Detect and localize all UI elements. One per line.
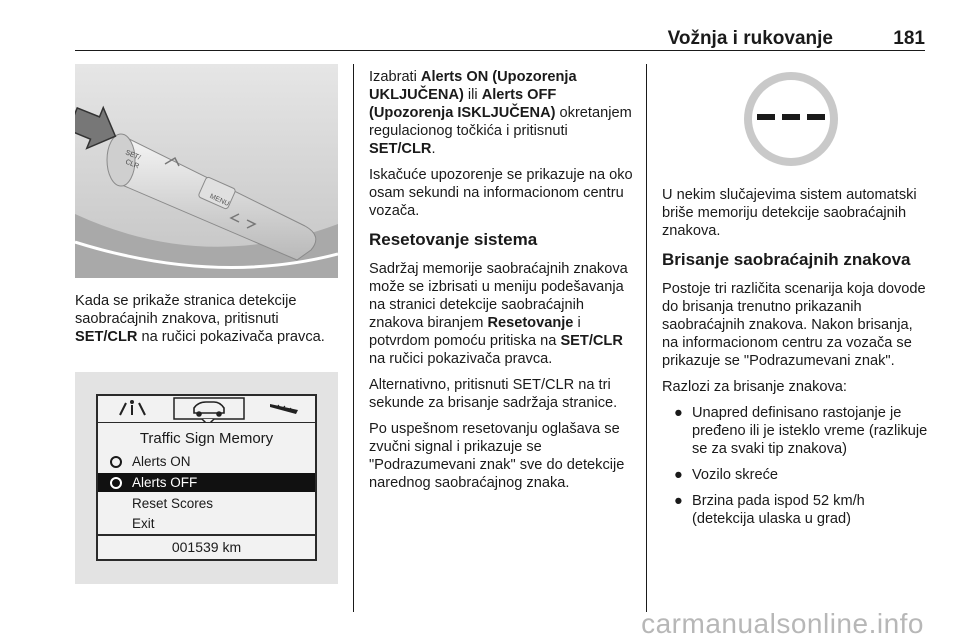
middle-paragraph-3: Sadržaj memorije saobraćajnih znakova može se izbrisati u meniju podešavanja na stranici detekcije saobraćajnih znakova biranjem Resetovanje i potvrdom pomoću pritiska na SET/CLR na ručici pokazivača pravca. (369, 261, 628, 367)
display-option-exit[interactable]: Exit (132, 516, 155, 531)
left-paragraph-1: Kada se prikaže stranica detekcije saobraćajnih znakova, pritisnuti SET/CLR na ručici pokazivača pravca. (75, 293, 325, 345)
middle-column (369, 68, 637, 500)
middle-paragraph-2: Iskačuće upozorenje se prikazuje na oko osam sekundi na informacionom centru vozača. (369, 167, 633, 219)
display-option-alerts-off[interactable]: Alerts OFF (98, 473, 315, 492)
radio-icon (110, 456, 122, 468)
right-paragraph-3: Razlozi za brisanje znakova: (662, 379, 847, 395)
bullet-icon: ● (674, 467, 683, 483)
middle-paragraph-1: Izabrati Alerts ON (Upozorenja UKLJUČENA) ili Alerts OFF (Upozorenja ISKLJUČENA) okretanjem regulacionog točkića i pritisnuti SET/CLR. (369, 69, 632, 157)
turn-signal-stalk-illustration (75, 64, 338, 278)
driver-info-display (96, 394, 317, 561)
page-title: Vožnja i rukovanje (667, 28, 833, 49)
stalk-label-set: SET/ (124, 149, 142, 162)
middle-paragraph-4: Alternativno, pritisnuti SET/CLR na tri sekunde za brisanje sadržaja stranice. (369, 377, 618, 411)
display-option-alerts-on[interactable]: Alerts ON (98, 452, 315, 471)
display-heading: Traffic Sign Memory (139, 430, 274, 447)
list-item: ● Vozilo skreće (674, 467, 778, 483)
deletion-reasons-list (662, 404, 930, 528)
display-option-reset-scores[interactable]: Reset Scores (132, 496, 214, 511)
page-header (75, 24, 925, 52)
right-paragraph-1: U nekim slučajevima sistem automatski briše memoriju detekcije saobraćajnih znakova. (662, 187, 917, 239)
left-column (75, 292, 340, 354)
default-traffic-sign-icon (744, 72, 838, 166)
road-signs-icon (120, 401, 145, 415)
column-divider-1 (353, 64, 354, 612)
right-column (662, 186, 930, 536)
display-tab-bar (98, 396, 315, 423)
column-divider-2 (646, 64, 647, 612)
display-divider (98, 534, 315, 536)
section-heading-delete: Brisanje saobraćajnih znakova (662, 250, 911, 269)
stalk-label-clr: CLR (124, 158, 140, 171)
stalk-drawing (75, 64, 338, 278)
default-sign-figure (662, 64, 925, 172)
list-item: ● Brzina pada ispod 52 km/h (detekcija ulaska u grad) (674, 493, 865, 527)
wiper-icon (270, 404, 298, 414)
radio-icon (110, 477, 122, 489)
list-item: ● Unapred definisano rastojanje je pređeno ili je isteklo vreme (razlikuje se za svaki tip znakova) (674, 405, 928, 457)
bullet-icon: ● (674, 493, 683, 509)
watermark: carmanualsonline.info (641, 608, 924, 639)
traffic-sign-memory-display-figure (75, 372, 338, 584)
bullet-icon: ● (674, 405, 683, 421)
right-paragraph-2: Postoje tri različita scenarija koja dovode do brisanja trenutno prikazanih saobraćajnih znakova. Nakon brisanja, na informacionom centru za vozača se prikazuje se "Podrazumevani znak". (662, 281, 926, 369)
page-number: 181 (893, 28, 925, 49)
stalk-label-menu: MENU (208, 193, 231, 208)
section-heading-reset: Resetovanje sistema (369, 230, 538, 249)
header-rule (75, 50, 925, 51)
middle-paragraph-5: Po uspešnom resetovanju oglašava se zvučni signal i prikazuje se "Podrazumevani znak" sve do detekcije narednog saobraćajnog znaka. (369, 421, 625, 491)
display-odometer: 001539 km (171, 539, 242, 555)
